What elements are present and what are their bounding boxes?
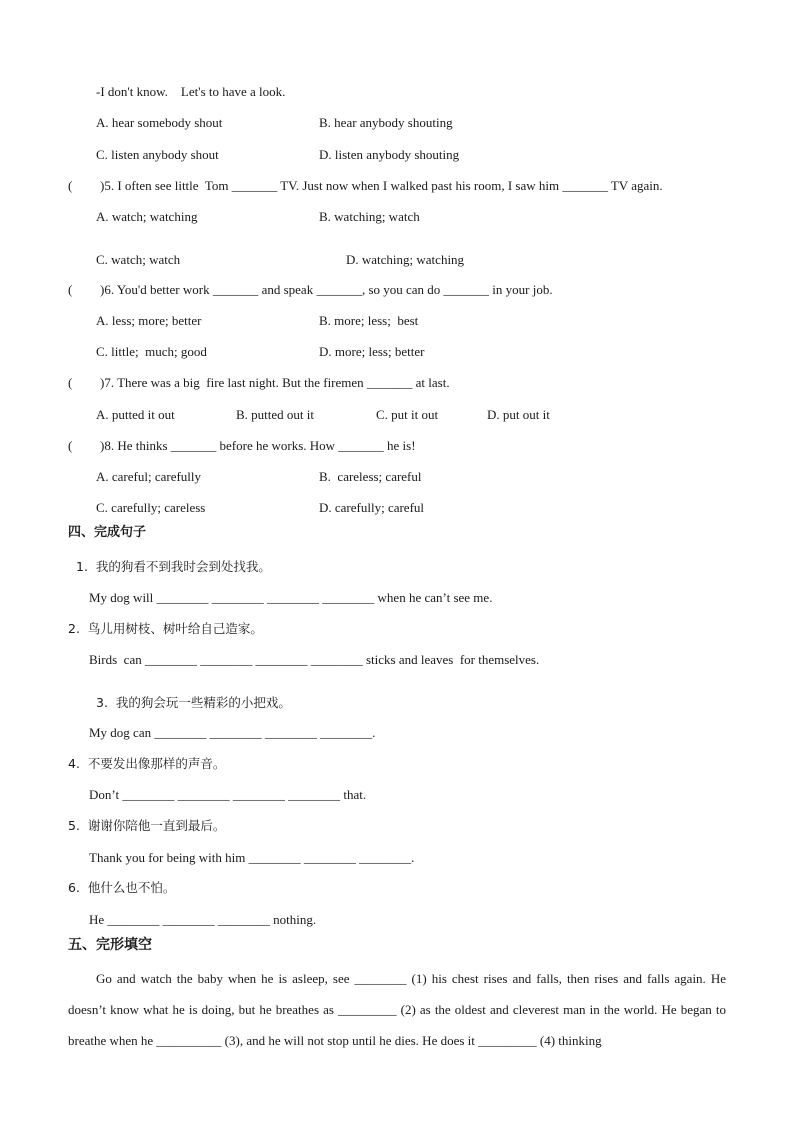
q6-question: )6. You'd better work _______ and speak _______, so you can do _______ in your job.	[100, 282, 553, 297]
q6-option-d: D. more; less; better	[319, 344, 425, 359]
sentence-5-chinese: 5. 谢谢你陪他一直到最后。	[68, 818, 226, 833]
cloze-passage	[68, 963, 726, 1056]
sentence-6-english: He ________ ________ ________ nothing.	[89, 912, 317, 927]
sentence-5-english: Thank you for being with him ________ ________ ________.	[89, 850, 415, 865]
sentence-4-english: Don’t ________ ________ ________ ________ that.	[89, 787, 367, 802]
sentence-1-chinese: 1. 我的狗看不到我时会到处找我。	[76, 559, 271, 574]
q7-question: )7. There was a big fire last night. But the firemen _______ at last.	[100, 375, 450, 390]
q7-bracket: (	[68, 375, 73, 390]
q6-option-a: A. less; more; better	[96, 313, 202, 328]
q4-option-a: A. hear somebody shout	[96, 115, 223, 130]
sentence-2-english: Birds can ________ ________ ________ ________ sticks and leaves for themselves.	[89, 652, 540, 667]
dialogue-line: -I don't know. Let's to have a look.	[96, 84, 286, 99]
q6-bracket: (	[68, 282, 73, 297]
q5-option-b: B. watching; watch	[319, 209, 420, 224]
cloze-passage-text: Go and watch the baby when he is asleep, see ________ (1) his chest rises and falls, then rises and falls again. He doesn’t know what he is doing, but he breathes as _________ (2) as the oldest and cleverest man in the world. He began to breathe when he __________ (3), and he will not stop until he dies. He does it _________ (4) thinking	[68, 971, 726, 1048]
q5-option-d: D. watching; watching	[346, 252, 465, 267]
q4-option-c: C. listen anybody shout	[96, 147, 219, 162]
sentence-1-english: My dog will ________ ________ ________ ________ when he can’t see me.	[89, 590, 493, 605]
q8-option-c: C. carefully; careless	[96, 500, 206, 515]
q6-option-b: B. more; less; best	[319, 313, 419, 328]
section-4-heading: 四、完成句子	[68, 525, 147, 540]
sentence-3-english: My dog can ________ ________ ________ ________.	[89, 725, 376, 740]
q5-question: )5. I often see little Tom _______ TV. Just now when I walked past his room, I saw him _______ TV again.	[100, 178, 663, 193]
sentence-2-chinese: 2. 鸟儿用树枝、树叶给自己造家。	[68, 621, 263, 636]
q8-option-d: D. carefully; careful	[319, 500, 425, 515]
q7-option-a: A. putted it out	[96, 407, 175, 422]
q8-question: )8. He thinks _______ before he works. How _______ he is!	[100, 438, 416, 453]
q8-bracket: (	[68, 438, 73, 453]
section-5-heading: 五、完形填空	[68, 937, 152, 953]
q7-option-d: D. put out it	[487, 407, 550, 422]
q4-option-b: B. hear anybody shouting	[319, 115, 453, 130]
sentence-4-chinese: 4. 不要发出像那样的声音。	[68, 756, 226, 771]
sentence-3-chinese: 3. 我的狗会玩一些精彩的小把戏。	[96, 695, 291, 710]
q5-bracket: (	[68, 178, 73, 193]
q5-option-a: A. watch; watching	[96, 209, 198, 224]
q8-option-a: A. careful; carefully	[96, 469, 202, 484]
q4-option-d: D. listen anybody shouting	[319, 147, 460, 162]
q7-option-b: B. putted out it	[236, 407, 314, 422]
q8-option-b: B. careless; careful	[319, 469, 422, 484]
sentence-6-chinese: 6. 他什么也不怕。	[68, 880, 176, 895]
q7-option-c: C. put it out	[376, 407, 439, 422]
q6-option-c: C. little; much; good	[96, 344, 207, 359]
q5-option-c: C. watch; watch	[96, 252, 181, 267]
